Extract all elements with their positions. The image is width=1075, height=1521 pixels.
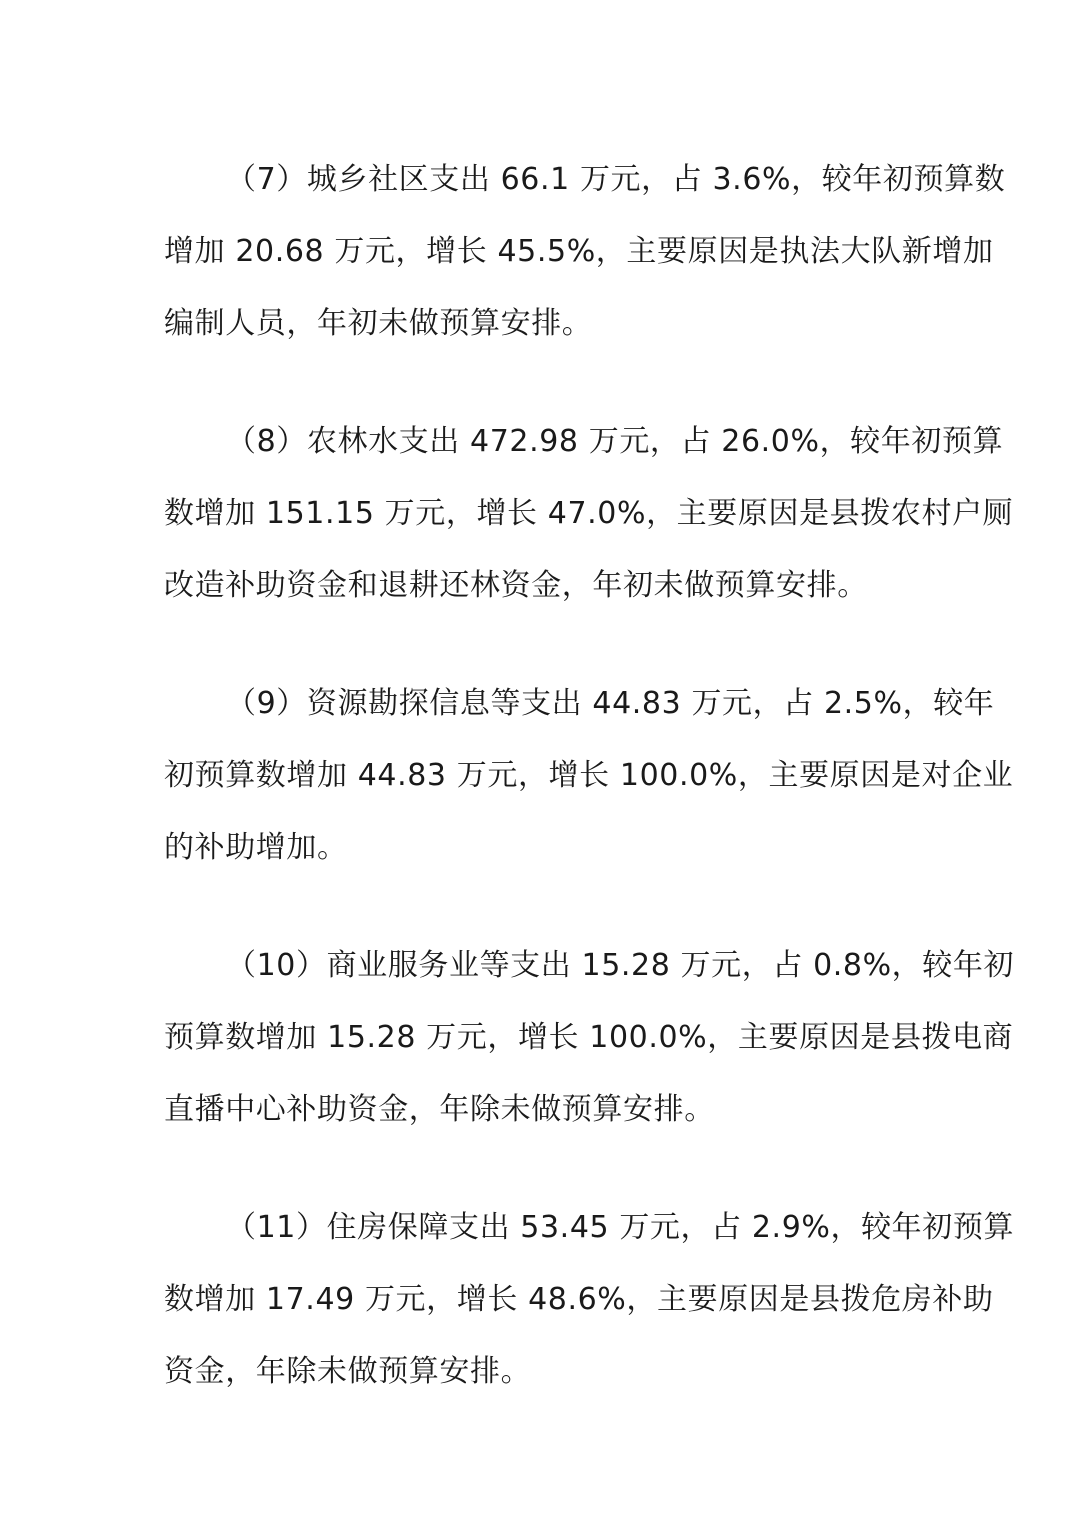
- paragraph-line: （8）农林水支出 472.98 万元，占 26.0%，较年初预算: [226, 424, 1004, 459]
- paragraph-resource-exploration: [164, 668, 1014, 884]
- paragraph-commercial-services: [164, 930, 1015, 1146]
- paragraph-line: （10）商业服务业等支出 15.28 万元，占 0.8%，较年初: [226, 948, 1015, 983]
- paragraph-line: 的补助增加。: [164, 830, 348, 865]
- paragraph-line: 改造补助资金和退耕还林资金，年初未做预算安排。: [164, 568, 868, 603]
- paragraph-line: （9）资源勘探信息等支出 44.83 万元，占 2.5%，较年: [226, 686, 995, 721]
- paragraph-line: 增加 20.68 万元，增长 45.5%，主要原因是执法大队新增加: [164, 234, 994, 269]
- paragraph-line: （7）城乡社区支出 66.1 万元，占 3.6%，较年初预算数: [226, 162, 1006, 197]
- paragraph-line: 数增加 17.49 万元，增长 48.6%，主要原因是县拨危房补助: [164, 1282, 994, 1317]
- paragraph-agriculture-forestry-water: [164, 406, 1014, 622]
- paragraph-line: 资金，年除未做预算安排。: [164, 1354, 532, 1389]
- paragraph-urban-rural-community: [164, 144, 1006, 360]
- paragraph-line: 直播中心补助资金，年除未做预算安排。: [164, 1092, 715, 1127]
- paragraph-line: 初预算数增加 44.83 万元，增长 100.0%，主要原因是对企业: [164, 758, 1014, 793]
- document-body: [164, 144, 1015, 1454]
- paragraph-housing-security: [164, 1192, 1015, 1408]
- paragraph-line: （11）住房保障支出 53.45 万元，占 2.9%，较年初预算: [226, 1210, 1015, 1245]
- paragraph-line: 数增加 151.15 万元，增长 47.0%，主要原因是县拨农村户厕: [164, 496, 1014, 531]
- paragraph-line: 编制人员，年初未做预算安排。: [164, 306, 593, 341]
- paragraph-line: 预算数增加 15.28 万元，增长 100.0%，主要原因是县拨电商: [164, 1020, 1014, 1055]
